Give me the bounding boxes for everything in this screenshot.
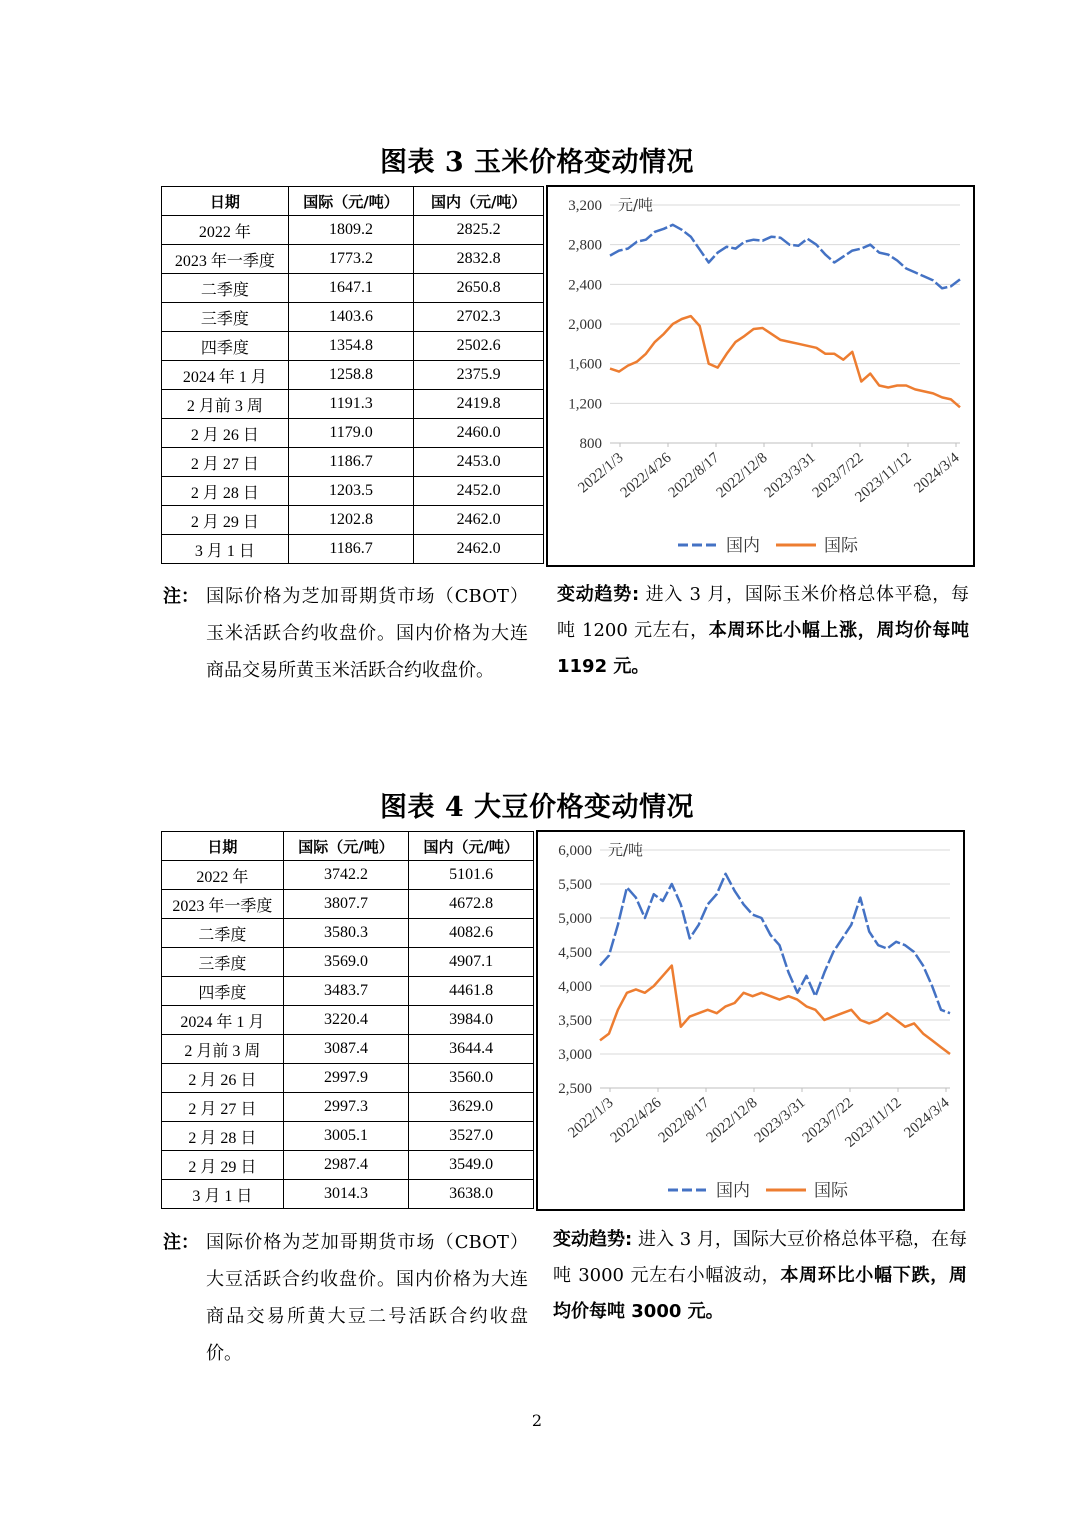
table-row (162, 919, 534, 948)
x-tick-label: 2023/11/12 (852, 449, 915, 506)
unit-label: 元/吨 (618, 196, 654, 214)
table-cell-domestic: 2453.0 (414, 448, 544, 477)
unit-label: 元/吨 (608, 841, 644, 859)
x-tick-label: 2024/3/4 (901, 1094, 953, 1142)
table-cell-date: 2023 年一季度 (162, 890, 284, 919)
table-cell-domestic: 2452.0 (414, 477, 544, 506)
page-number: 2 (531, 1411, 543, 1430)
table-cell-intl: 3087.4 (283, 1035, 409, 1064)
table-cell-date: 2 月 27 日 (162, 448, 289, 477)
table-cell-date: 2 月前 3 周 (162, 390, 289, 419)
figure3-trend-label: 变动趋势: (557, 584, 640, 605)
y-tick-label: 2,800 (568, 237, 602, 254)
table-row (162, 506, 544, 535)
table-cell-domestic: 2832.8 (414, 245, 544, 274)
table-cell-domestic: 4082.6 (409, 919, 534, 948)
table-cell-domestic: 3984.0 (409, 1006, 534, 1035)
figure3-note-text: 国际价格为芝加哥期货市场（CBOT）玉米活跃合约收盘价。国内价格为大连商品交易所黄玉米活跃合约收盘价。 (206, 586, 528, 681)
figure3-trend-bold: 本周环比小幅上涨，周均价每吨 1192 元。 (557, 620, 969, 677)
table-cell-date: 2 月 28 日 (162, 477, 289, 506)
figure4-chart-svg (538, 832, 963, 1209)
table-cell-date: 3 月 1 日 (162, 1180, 284, 1209)
table-cell-date: 3 月 1 日 (162, 535, 289, 564)
legend-label: 国内 (716, 1181, 750, 1201)
table-cell-date: 2 月 26 日 (162, 1064, 284, 1093)
table-header-cell: 国内（元/吨） (409, 832, 534, 861)
x-tick-label: 2022/12/8 (713, 449, 771, 502)
table-cell-domestic: 5101.6 (409, 861, 534, 890)
x-tick-label: 2022/4/26 (607, 1094, 665, 1147)
y-tick-label: 6,000 (558, 843, 592, 859)
table-header-row (162, 187, 544, 216)
figure3-trend-text: 进入 3 月，国际玉米价格总体平稳，每吨 1200 元左右， (557, 584, 969, 641)
table-cell-intl: 3569.0 (283, 948, 409, 977)
table-row (162, 948, 534, 977)
table-cell-domestic: 2460.0 (414, 419, 544, 448)
table-cell-domestic: 3644.4 (409, 1035, 534, 1064)
x-tick-label: 2022/4/26 (617, 449, 675, 502)
table-row (162, 890, 534, 919)
table-cell-intl: 2987.4 (283, 1151, 409, 1180)
table-row (162, 1006, 534, 1035)
x-tick-label: 2023/3/31 (761, 449, 819, 502)
figure4-note-label: 注： (163, 1232, 199, 1253)
figure4-trend-label: 变动趋势: (553, 1229, 633, 1250)
y-tick-label: 2,400 (568, 277, 602, 294)
x-tick-label: 2023/7/22 (799, 1094, 857, 1147)
table-cell-domestic: 2462.0 (414, 506, 544, 535)
table-cell-date: 2 月前 3 周 (162, 1035, 284, 1064)
figure4-title: 图表 4 大豆价格变动情况 (379, 792, 695, 823)
x-tick-label: 2022/1/3 (565, 1094, 617, 1142)
table-cell-intl: 1202.8 (288, 506, 414, 535)
figure4-trend-text: 进入 3 月，国际大豆价格总体平稳，在每吨 3000 元左右小幅波动， (553, 1229, 967, 1286)
table-row (162, 274, 544, 303)
table-cell-domestic: 3560.0 (409, 1064, 534, 1093)
table-cell-intl: 2997.3 (283, 1093, 409, 1122)
table-header-cell: 日期 (162, 832, 284, 861)
figure3-table (161, 186, 544, 564)
table-cell-domestic: 2419.8 (414, 390, 544, 419)
x-tick-label: 2022/8/17 (665, 449, 723, 502)
table-cell-date: 2 月 27 日 (162, 1093, 284, 1122)
table-cell-intl: 3005.1 (283, 1122, 409, 1151)
table-row (162, 216, 544, 245)
figure4-trend (553, 1222, 967, 1330)
table-row (162, 1035, 534, 1064)
table-cell-date: 2 月 29 日 (162, 1151, 284, 1180)
table-row (162, 1180, 534, 1209)
table-cell-domestic: 2502.6 (414, 332, 544, 361)
table-cell-domestic: 3638.0 (409, 1180, 534, 1209)
table-cell-date: 2023 年一季度 (162, 245, 289, 274)
table-row (162, 361, 544, 390)
table-cell-intl: 3220.4 (283, 1006, 409, 1035)
x-tick-label: 2022/12/8 (703, 1094, 761, 1147)
figure3-chart (546, 185, 975, 567)
x-tick-label: 2022/8/17 (655, 1094, 713, 1147)
series-line-international (600, 966, 950, 1054)
table-cell-intl: 1191.3 (288, 390, 414, 419)
table-cell-date: 2 月 26 日 (162, 419, 289, 448)
table-cell-date: 2 月 28 日 (162, 1122, 284, 1151)
y-tick-label: 5,000 (558, 911, 592, 927)
table-cell-intl: 3807.7 (283, 890, 409, 919)
table-header-cell: 国际（元/吨） (288, 187, 414, 216)
table-row (162, 1064, 534, 1093)
table-cell-domestic: 4672.8 (409, 890, 534, 919)
table-cell-intl: 1186.7 (288, 535, 414, 564)
table-cell-intl: 3014.3 (283, 1180, 409, 1209)
table-header-cell: 国内（元/吨） (414, 187, 544, 216)
table-header-row (162, 832, 534, 861)
legend-label: 国际 (824, 536, 858, 556)
table-cell-intl: 3742.2 (283, 861, 409, 890)
table-cell-domestic: 2462.0 (414, 535, 544, 564)
table-cell-date: 2024 年 1 月 (162, 1006, 284, 1035)
table-cell-date: 四季度 (162, 332, 289, 361)
table-cell-date: 二季度 (162, 919, 284, 948)
x-tick-label: 2023/11/12 (842, 1094, 905, 1151)
y-tick-label: 4,500 (558, 945, 592, 961)
table-cell-intl: 1258.8 (288, 361, 414, 390)
y-tick-label: 3,000 (558, 1047, 592, 1063)
table-cell-date: 2022 年 (162, 861, 284, 890)
table-cell-intl: 3483.7 (283, 977, 409, 1006)
figure3-chart-svg (548, 187, 973, 565)
table-cell-domestic: 2375.9 (414, 361, 544, 390)
table-row (162, 448, 544, 477)
table-cell-intl: 3580.3 (283, 919, 409, 948)
y-tick-label: 2,000 (568, 317, 602, 333)
table-cell-date: 2022 年 (162, 216, 289, 245)
table-row (162, 419, 544, 448)
table-row (162, 245, 544, 274)
table-cell-intl: 1403.6 (288, 303, 414, 332)
y-tick-label: 3,500 (558, 1013, 592, 1029)
table-cell-domestic: 2702.3 (414, 303, 544, 332)
table-header-cell: 日期 (162, 187, 289, 216)
table-row (162, 332, 544, 361)
y-tick-label: 3,200 (568, 198, 602, 214)
table-cell-domestic: 4907.1 (409, 948, 534, 977)
series-line-international (610, 316, 960, 407)
table-header-cell: 国际（元/吨） (283, 832, 409, 861)
figure3-trend (557, 577, 969, 685)
table-row (162, 861, 534, 890)
y-tick-label: 5,500 (558, 877, 592, 893)
figure3-title: 图表 3 玉米价格变动情况 (379, 147, 695, 178)
table-cell-intl: 2997.9 (283, 1064, 409, 1093)
table-cell-date: 四季度 (162, 977, 284, 1006)
series-line-domestic (610, 225, 960, 288)
table-cell-intl: 1203.5 (288, 477, 414, 506)
legend-label: 国际 (814, 1181, 848, 1201)
table-row (162, 1093, 534, 1122)
table-cell-domestic: 4461.8 (409, 977, 534, 1006)
x-tick-label: 2024/3/4 (911, 449, 963, 497)
x-tick-label: 2023/3/31 (751, 1094, 809, 1147)
table-row (162, 535, 544, 564)
y-tick-label: 1,200 (568, 396, 602, 413)
table-cell-date: 2 月 29 日 (162, 506, 289, 535)
table-cell-intl: 1179.0 (288, 419, 414, 448)
series-line-domestic (600, 874, 950, 1013)
table-row (162, 477, 544, 506)
y-tick-label: 800 (579, 436, 602, 452)
table-cell-domestic: 3549.0 (409, 1151, 534, 1180)
table-cell-domestic: 3629.0 (409, 1093, 534, 1122)
table-cell-domestic: 3527.0 (409, 1122, 534, 1151)
figure4-chart (536, 830, 965, 1211)
table-cell-intl: 1809.2 (288, 216, 414, 245)
table-row (162, 1122, 534, 1151)
table-row (162, 390, 544, 419)
y-tick-label: 4,000 (558, 979, 592, 995)
table-cell-domestic: 2825.2 (414, 216, 544, 245)
table-row (162, 1151, 534, 1180)
table-cell-intl: 1354.8 (288, 332, 414, 361)
table-cell-date: 三季度 (162, 948, 284, 977)
x-tick-label: 2022/1/3 (575, 449, 627, 497)
table-cell-date: 三季度 (162, 303, 289, 332)
table-cell-domestic: 2650.8 (414, 274, 544, 303)
table-cell-intl: 1647.1 (288, 274, 414, 303)
table-cell-intl: 1186.7 (288, 448, 414, 477)
figure4-note-text: 国际价格为芝加哥期货市场（CBOT）大豆活跃合约收盘价。国内价格为大连商品交易所黄大豆二号活跃合约收盘价。 (206, 1232, 528, 1364)
figure4-trend-bold: 本周环比小幅下跌，周均价每吨 3000 元。 (553, 1265, 967, 1322)
figure3-note-label: 注： (163, 586, 199, 607)
y-tick-label: 1,600 (568, 356, 602, 373)
table-row (162, 977, 534, 1006)
table-cell-date: 2024 年 1 月 (162, 361, 289, 390)
table-cell-date: 二季度 (162, 274, 289, 303)
table-row (162, 303, 544, 332)
x-tick-label: 2023/7/22 (809, 449, 867, 502)
legend-label: 国内 (726, 536, 760, 556)
table-cell-intl: 1773.2 (288, 245, 414, 274)
y-tick-label: 2,500 (558, 1081, 592, 1097)
figure4-table (161, 831, 534, 1209)
